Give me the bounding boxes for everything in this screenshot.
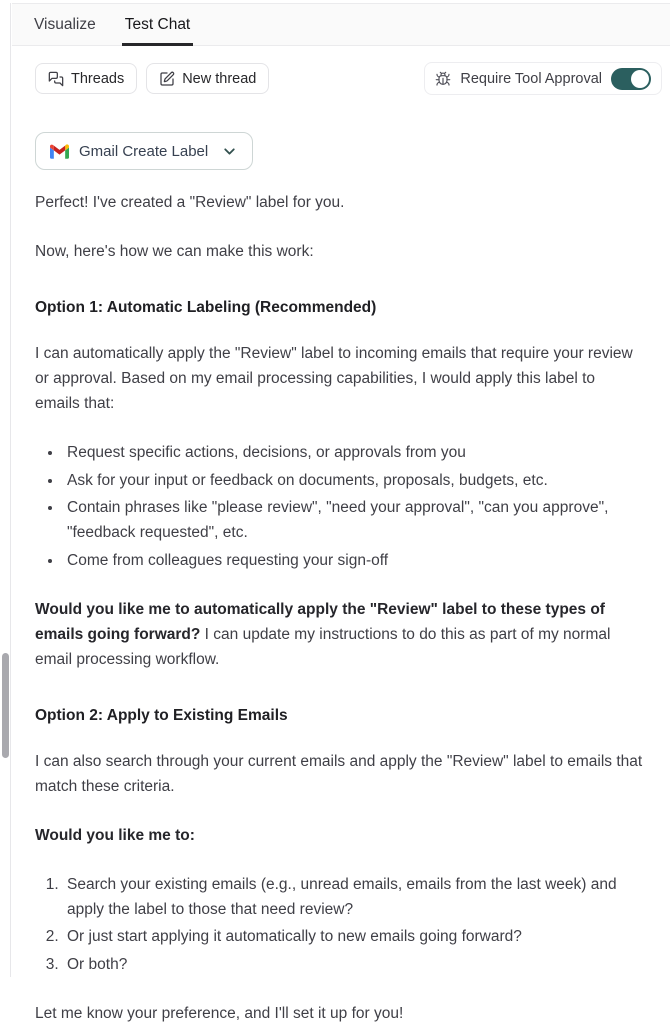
bug-icon — [435, 71, 451, 87]
toolbar-left-group — [35, 63, 269, 94]
compose-pencil-icon — [159, 71, 175, 87]
list-item: • Come from colleagues requesting your sign-off — [63, 548, 644, 573]
test-chat-panel — [12, 3, 670, 1026]
left-panel-divider — [0, 3, 11, 977]
message-paragraph: Now, here's how we can make this work: — [35, 243, 314, 260]
gmail-logo-icon — [50, 144, 69, 159]
require-tool-approval-toggle[interactable] — [611, 68, 651, 90]
toggle-knob — [631, 70, 649, 88]
message-paragraph: Perfect! I've created a "Review" label for you. — [35, 194, 345, 211]
closing-line: Let me know your preference, and I'll set it up for you! — [35, 1004, 404, 1022]
threads-button[interactable] — [35, 63, 137, 94]
list-item: • Contain phrases like "please review", "need your approval", "can you approve", "feedback requested", etc. — [63, 495, 644, 545]
vertical-scrollbar-thumb[interactable] — [2, 653, 9, 758]
message-paragraph-with-bold — [35, 597, 644, 672]
list-item: 1. Search your existing emails (e.g., unread emails, emails from the last week) and apply the label to those that need review? — [63, 872, 644, 922]
option-1-heading: Option 1: Automatic Labeling (Recommended) — [35, 299, 377, 316]
bold-question-continuation: I can update my instructions to do this as part of my normal email processing workflow. — [35, 625, 611, 668]
tab-bar — [12, 3, 670, 46]
gmail-create-label-text: Gmail Create Label — [79, 142, 209, 160]
threads-button-label: Threads — [71, 70, 125, 87]
message-paragraph: I can automatically apply the "Review" label to incoming emails that require your review or approval. Based on my email processing capabilities, I would apply this label to emails that: — [35, 345, 633, 412]
option-2-heading: Option 2: Apply to Existing Emails — [35, 706, 288, 724]
would-you-like-label: Would you like me to: — [35, 826, 195, 844]
require-tool-approval-label: Require Tool Approval — [460, 70, 602, 87]
message-paragraph-bold — [35, 823, 644, 848]
gmail-create-label-dropdown[interactable] — [35, 132, 253, 170]
new-thread-button[interactable] — [146, 63, 269, 94]
options-numbered-list — [35, 872, 644, 977]
message-paragraph: I can also search through your current emails and apply the "Review" label to emails that match these criteria. — [35, 752, 643, 795]
assistant-message — [12, 170, 670, 1026]
tab-visualize[interactable]: Visualize — [34, 15, 96, 33]
bold-question: Would you like me to automatically apply the "Review" label to these types of emails going forward? — [35, 600, 605, 643]
criteria-bullet-list — [35, 440, 644, 573]
chat-toolbar — [12, 46, 670, 95]
list-item: 2. Or just start applying it automatically to new emails going forward? — [63, 924, 644, 949]
list-item: 3. Or both? — [63, 952, 644, 977]
list-item: • Ask for your input or feedback on documents, proposals, budgets, etc. — [63, 468, 644, 493]
new-thread-button-label: New thread — [182, 70, 257, 87]
require-tool-approval-control — [424, 62, 662, 95]
chevron-down-icon — [221, 143, 238, 160]
chat-bubbles-icon — [48, 71, 64, 87]
list-item: • Request specific actions, decisions, or approvals from you — [63, 440, 644, 465]
tab-test-chat[interactable]: Test Chat — [124, 4, 191, 45]
